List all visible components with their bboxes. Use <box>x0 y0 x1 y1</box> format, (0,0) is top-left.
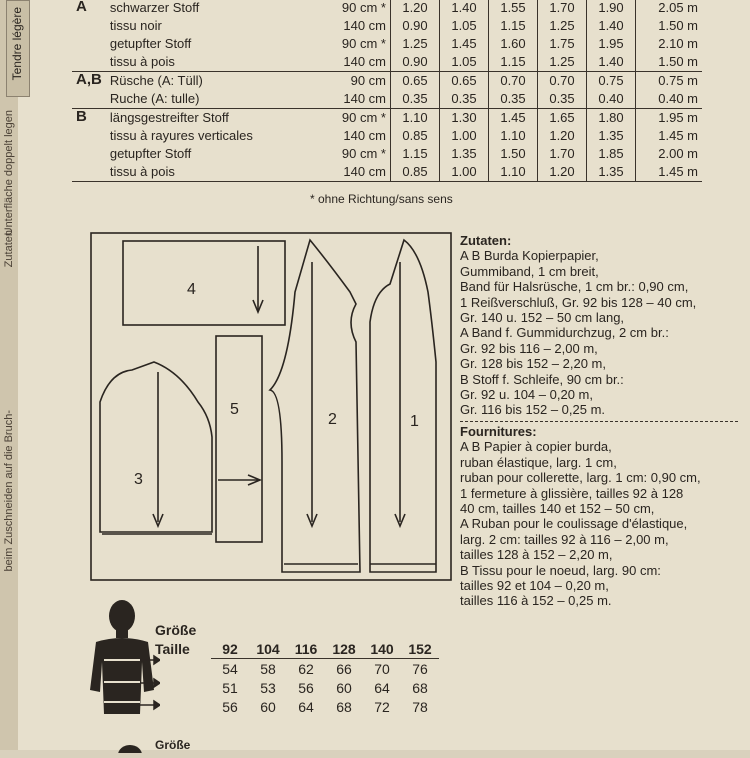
notion-line: A B Burda Kopierpapier, <box>460 248 599 264</box>
fabric-amount: 1.10 <box>489 127 538 145</box>
notion-line: B Stoff f. Schleife, 90 cm br.: <box>460 371 624 387</box>
notions-lines-de <box>460 248 750 417</box>
fabric-footnote: * ohne Richtung/sans sens <box>310 192 453 206</box>
size-number: 140 <box>363 639 401 659</box>
fabric-amount: 1.50 m <box>636 17 703 35</box>
fabric-amount: 1.80 <box>587 109 636 128</box>
size-chart-table <box>155 620 439 716</box>
measurement-value: 72 <box>374 698 390 715</box>
fabric-row <box>72 53 702 72</box>
fabric-row <box>72 72 702 91</box>
fabric-amount: 1.45 <box>489 109 538 128</box>
fabric-amount: 1.70 <box>538 145 587 163</box>
fabric-width: 90 cm * <box>341 146 386 161</box>
piece-label-3: 3 <box>134 471 143 488</box>
notion-line: 40 cm, tailles 140 et 152 – 50 cm, <box>460 500 655 516</box>
fabric-amount: 0.90 <box>391 53 440 72</box>
fabric-name: tissu à rayures verticales <box>109 128 253 143</box>
side-text-lower: beim Zuschneiden auf die Bruch- <box>3 410 15 572</box>
size-number: 92 <box>211 639 249 659</box>
fabric-requirements-table <box>72 0 702 182</box>
measurement-value: 54 <box>222 660 238 677</box>
pattern-piece-3 <box>100 362 212 532</box>
fabric-amount: 1.45 m <box>636 163 703 182</box>
fabric-view-code: A,B <box>72 72 106 91</box>
fabric-amount: 1.90 <box>587 0 636 17</box>
notion-line: B Tissu pour le noeud, larg. 90 cm: <box>460 562 661 578</box>
measurement-value: 60 <box>260 698 276 715</box>
measurement-value: 70 <box>374 660 390 677</box>
notions-heading-de: Zutaten: <box>460 233 512 248</box>
fabric-row <box>72 0 702 17</box>
notion-line: Gr. 92 u. 104 – 0,20 m, <box>460 387 593 403</box>
fabric-outline <box>91 233 451 580</box>
index-tab <box>6 0 30 97</box>
fabric-width: 140 cm <box>343 128 386 143</box>
side-margin-text <box>3 0 17 750</box>
size-number: 128 <box>325 639 363 659</box>
fabric-width: 90 cm * <box>341 36 386 51</box>
notion-line: 1 Reißverschluß, Gr. 92 bis 128 – 40 cm, <box>460 294 697 310</box>
fabric-view-code <box>72 90 106 109</box>
fabric-amount: 1.85 <box>587 145 636 163</box>
fabric-width: 90 cm * <box>322 0 391 17</box>
measurement-value: 76 <box>412 660 428 677</box>
pattern-layout-svg <box>90 232 452 582</box>
fabric-row <box>72 145 702 163</box>
fabric-width: 90 cm <box>322 72 391 91</box>
measurement-row <box>155 678 439 697</box>
notion-line: tailles 128 à 152 – 2,20 m, <box>460 547 613 563</box>
index-tab-label: Tendre légère <box>10 7 24 81</box>
notion-line: 1 fermeture à glissière, tailles 92 à 128 <box>460 485 684 501</box>
fabric-amount: 1.50 m <box>636 53 703 72</box>
measurement-row-spacer <box>155 697 211 716</box>
fabric-amount: 0.90 <box>391 17 440 35</box>
notion-line: A Ruban pour le coulissage d'élastique, <box>460 516 688 532</box>
notion-line: ruban pour collerette, larg. 1 cm: 0,90 cm, <box>460 470 701 486</box>
measurement-row <box>155 697 439 716</box>
fabric-amount: 1.25 <box>391 35 440 53</box>
size-header-row <box>155 639 439 659</box>
fabric-row <box>72 163 702 182</box>
fabric-amount: 1.00 <box>440 163 489 182</box>
fabric-amount: 0.85 <box>391 163 440 182</box>
fabric-view-code <box>72 35 106 53</box>
side-text-upper: Unterfläche doppelt legen <box>3 110 15 236</box>
notions-divider <box>460 421 738 422</box>
piece-label-1: 1 <box>410 413 419 430</box>
measurement-value: 60 <box>336 679 352 696</box>
fabric-amount: 1.20 <box>538 127 587 145</box>
notion-line: Gr. 116 bis 152 – 0,25 m. <box>460 402 606 418</box>
size-chart-2-label: Größe <box>155 738 191 752</box>
size-number: 152 <box>401 639 439 659</box>
notion-line: Gummiband, 1 cm breit, <box>460 263 599 279</box>
fabric-amount: 0.70 <box>538 72 587 91</box>
notions-list <box>460 233 750 609</box>
fabric-amount: 2.00 m <box>636 145 703 163</box>
fabric-view-code <box>72 17 106 35</box>
fabric-amount: 1.50 <box>489 145 538 163</box>
fabric-view-code: B <box>72 109 106 128</box>
fabric-width: 140 cm <box>343 18 386 33</box>
measurement-row-spacer <box>155 659 211 679</box>
fabric-amount: 1.60 <box>489 35 538 53</box>
fabric-name: Ruche (A: tulle) <box>109 91 200 106</box>
fabric-name: getupfter Stoff <box>109 146 192 161</box>
measurement-value: 68 <box>336 698 352 715</box>
fabric-view-code <box>72 53 106 72</box>
fabric-amount: 1.10 <box>391 109 440 128</box>
size-label-de: Größe <box>155 621 197 638</box>
notion-line: A B Papier à copier burda, <box>460 439 612 455</box>
fabric-amount: 1.95 m <box>636 109 703 128</box>
notion-line: Band für Halsrüsche, 1 cm br.: 0,90 cm, <box>460 279 689 295</box>
measurement-value: 58 <box>260 660 276 677</box>
fabric-width: 140 cm <box>322 163 391 182</box>
fabric-name: längsgestreifter Stoff <box>106 109 322 128</box>
measurement-value: 53 <box>260 679 276 696</box>
size-label-row <box>155 620 439 639</box>
fabric-amount: 0.85 <box>391 127 440 145</box>
measurement-value: 62 <box>298 660 314 677</box>
fabric-name: Rüsche (A: Tüll) <box>106 72 322 91</box>
pattern-piece-5 <box>216 336 262 542</box>
fabric-amount: 1.45 m <box>636 127 703 145</box>
fabric-view-code <box>72 145 106 163</box>
fabric-width: 140 cm <box>343 91 386 106</box>
piece-label-5: 5 <box>230 401 239 418</box>
fabric-amount: 1.75 <box>538 35 587 53</box>
fabric-amount: 1.15 <box>391 145 440 163</box>
fabric-amount: 1.15 <box>489 53 538 72</box>
measurement-value: 56 <box>298 679 314 696</box>
size-number: 104 <box>249 639 287 659</box>
fabric-amount: 0.70 <box>489 72 538 91</box>
pattern-piece-4 <box>123 241 285 325</box>
fabric-row <box>72 109 702 128</box>
fabric-amount: 1.05 <box>440 17 489 35</box>
fabric-amount: 1.15 <box>489 17 538 35</box>
notion-line: Gr. 128 bis 152 – 2,20 m, <box>460 356 606 372</box>
fabric-amount: 1.95 <box>587 35 636 53</box>
fabric-amount: 1.65 <box>538 109 587 128</box>
measurement-row-spacer <box>155 678 211 697</box>
fabric-amount: 0.65 <box>391 72 440 91</box>
measurement-value: 56 <box>222 698 238 715</box>
fabric-amount: 1.55 <box>489 0 538 17</box>
notion-line: ruban élastique, larg. 1 cm, <box>460 454 617 470</box>
notion-line: A Band f. Gummidurchzug, 2 cm br.: <box>460 325 669 341</box>
notion-line: Gr. 140 u. 152 – 50 cm lang, <box>460 310 625 326</box>
fabric-row <box>72 17 702 35</box>
fabric-name: tissu à pois <box>109 54 175 69</box>
notion-line: tailles 92 et 104 – 0,20 m, <box>460 577 609 593</box>
fabric-amount: 0.35 <box>538 90 587 109</box>
fabric-amount: 0.75 m <box>636 72 703 91</box>
fabric-amount: 1.35 <box>440 145 489 163</box>
measurement-value: 64 <box>298 698 314 715</box>
fabric-amount: 0.35 <box>489 90 538 109</box>
notions-heading-fr: Fournitures: <box>460 423 537 439</box>
notion-line: Gr. 92 bis 116 – 2,00 m, <box>460 340 598 356</box>
size-number: 116 <box>287 639 325 659</box>
pattern-layout-diagram <box>90 232 452 582</box>
measurement-value: 66 <box>336 660 352 677</box>
fabric-amount: 1.40 <box>587 53 636 72</box>
fabric-amount: 0.35 <box>391 90 440 109</box>
fabric-view-code <box>72 127 106 145</box>
notion-line: larg. 2 cm: tailles 92 à 116 – 2,00 m, <box>460 531 669 547</box>
size-label-fr: Taille <box>155 640 190 657</box>
fabric-amount: 0.40 m <box>636 90 703 109</box>
fabric-width: 90 cm * <box>322 109 391 128</box>
fabric-amount: 1.35 <box>587 127 636 145</box>
fabric-amount: 1.45 <box>440 35 489 53</box>
fabric-amount: 1.30 <box>440 109 489 128</box>
fabric-amount: 1.05 <box>440 53 489 72</box>
fabric-amount: 1.70 <box>538 0 587 17</box>
side-text-middle: Zutaten <box>3 230 15 268</box>
fabric-row <box>72 127 702 145</box>
notions-lines-fr <box>460 439 750 608</box>
fabric-amount: 1.35 <box>587 163 636 182</box>
fabric-name: tissu noir <box>109 18 162 33</box>
measurement-value: 64 <box>374 679 390 696</box>
measurement-value: 78 <box>412 698 428 715</box>
fabric-amount: 1.40 <box>440 0 489 17</box>
fabric-amount: 1.00 <box>440 127 489 145</box>
fabric-amount: 0.65 <box>440 72 489 91</box>
pattern-piece-1 <box>370 240 436 572</box>
measurement-value: 68 <box>412 679 428 696</box>
fabric-amount: 0.35 <box>440 90 489 109</box>
fabric-row <box>72 35 702 53</box>
fabric-name: schwarzer Stoff <box>106 0 322 17</box>
fabric-view-code <box>72 163 106 182</box>
fabric-amount: 1.20 <box>538 163 587 182</box>
fabric-amount: 1.20 <box>391 0 440 17</box>
fabric-amount: 1.10 <box>489 163 538 182</box>
fabric-amount: 1.25 <box>538 53 587 72</box>
fabric-amount: 0.75 <box>587 72 636 91</box>
fabric-view-code: A <box>72 0 106 17</box>
measurement-row <box>155 659 439 679</box>
second-figure-head-icon <box>110 740 150 750</box>
notion-line: tailles 116 à 152 – 0,25 m. <box>460 593 612 609</box>
fabric-amount: 2.05 m <box>636 0 703 17</box>
fabric-name: getupfter Stoff <box>109 36 192 51</box>
measurement-value: 51 <box>222 679 238 696</box>
fabric-amount: 1.25 <box>538 17 587 35</box>
fabric-amount: 1.40 <box>587 17 636 35</box>
piece-label-4: 4 <box>187 281 196 298</box>
pattern-piece-2 <box>270 240 360 572</box>
fabric-amount: 0.40 <box>587 90 636 109</box>
fabric-name: tissu à pois <box>106 163 322 182</box>
fabric-amount: 2.10 m <box>636 35 703 53</box>
fabric-row <box>72 90 702 109</box>
piece-label-2: 2 <box>328 411 337 428</box>
fabric-width: 140 cm <box>343 54 386 69</box>
